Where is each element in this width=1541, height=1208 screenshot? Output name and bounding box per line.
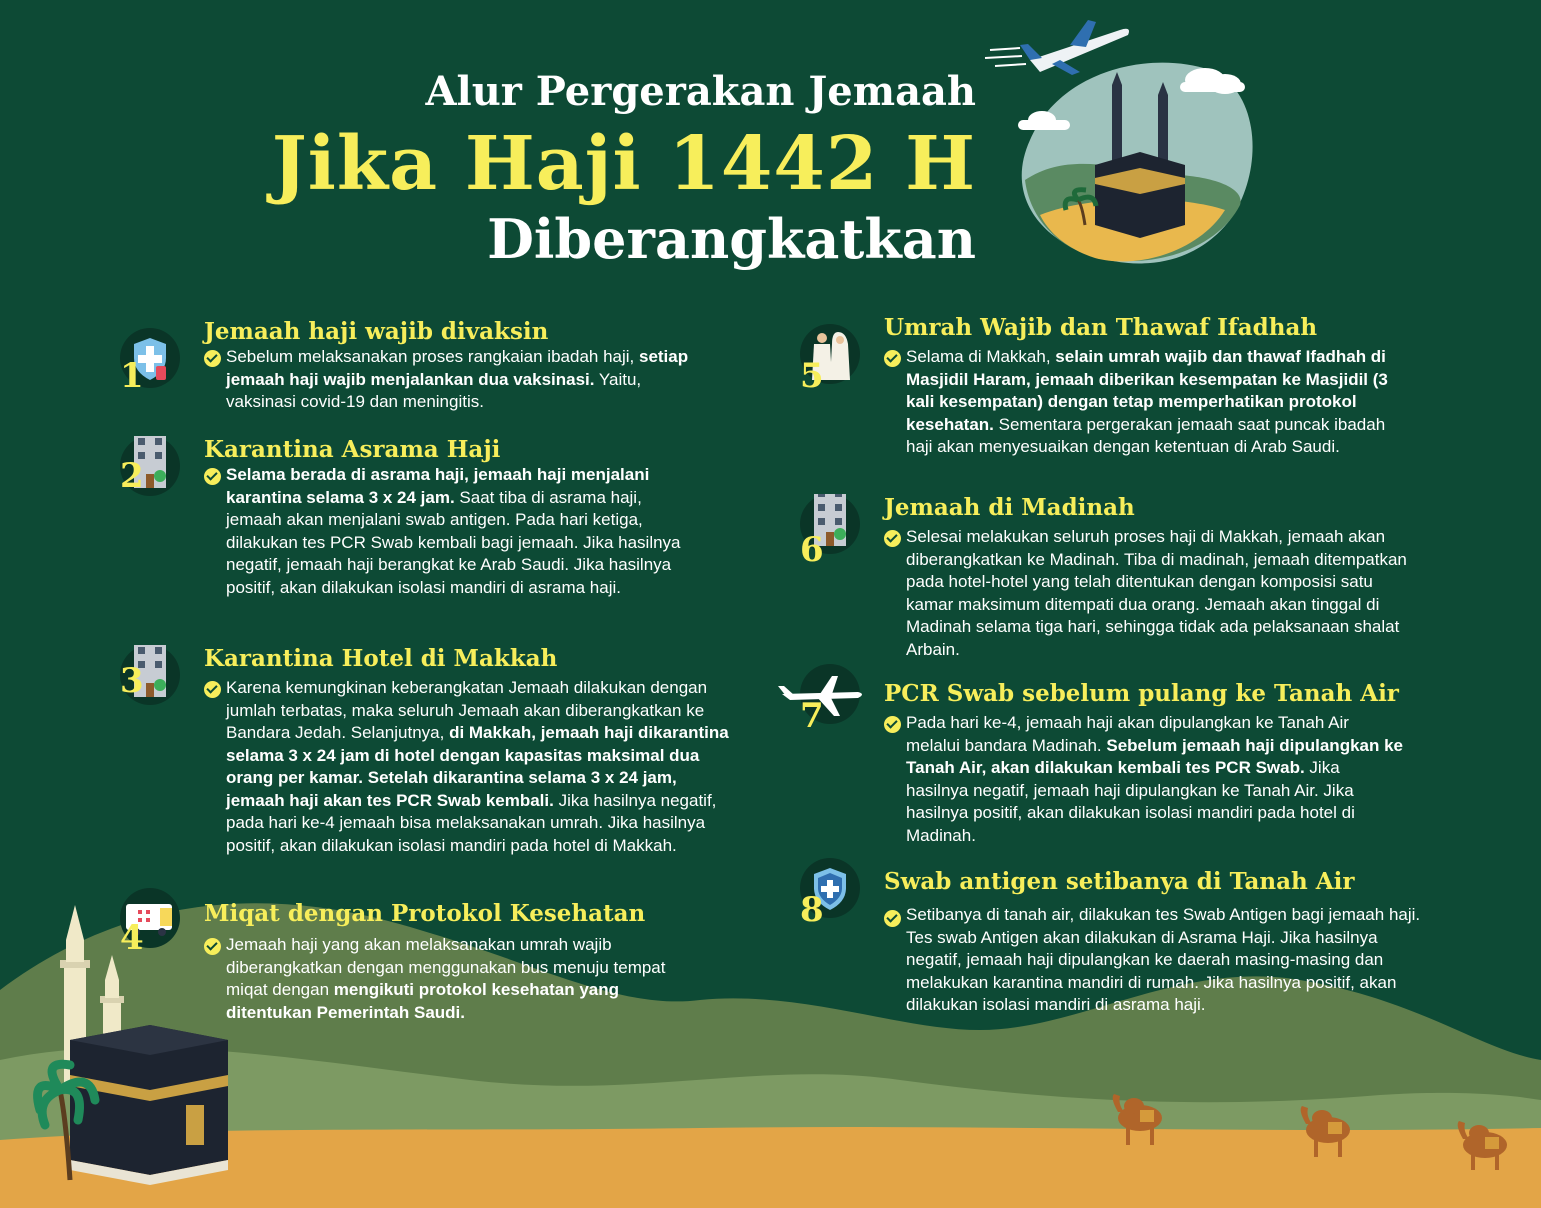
step-7-number: 7 — [800, 696, 824, 736]
check-icon — [884, 530, 901, 547]
header — [272, 62, 976, 272]
step-5-body: Selama di Makkah, selain umrah wajib dan thawaf Ifadhah di Masjidil Haram, jemaah diberikan kesempatan ke Masjidil (3 kali kesempatan) dengan tetap memperhatikan protokol kesehatan. Sementara pergerakan jemaah saat puncak ibadah haji akan menyesuaikan dengan ketentuan di Arab Saudi. — [906, 347, 1388, 456]
step-3-title: Karantina Hotel di Makkah — [204, 645, 558, 672]
step-6-body: Selesai melakukan seluruh proses haji di Makkah, jemaah akan diberangkatkan ke Madinah. Tiba di madinah, jemaah ditempatkan pada hotel-hotel yang telah ditentukan dengan komposisi satu kamar maksimum ditempati dua orang. Jemaah akan tinggal di Madinah selama tiga hari, sehingga tidak ada pelaksanaan shalat Arbain. — [906, 527, 1407, 659]
airplane-top — [985, 20, 1129, 75]
check-icon — [884, 716, 901, 733]
title-line-1: Alur Pergerakan Jemaah — [425, 68, 976, 115]
step-1-body: Sebelum melaksanakan proses rangkaian ibadah haji, setiap jemaah haji wajib menjalankan dua vaksinasi. Yaitu, vaksinasi covid-19 dan meningitis. — [226, 347, 689, 411]
step-2-number: 2 — [120, 456, 144, 496]
sand-ground — [0, 1127, 1541, 1208]
step-5-number: 5 — [800, 356, 824, 396]
check-icon — [204, 938, 221, 955]
check-icon — [884, 350, 901, 367]
step-4-title: Miqat dengan Protokol Kesehatan — [204, 900, 646, 927]
step-7-body: Pada hari ke-4, jemaah haji akan dipulangkan ke Tanah Air melalui bandara Madinah. Sebelum jemaah haji dipulangkan ke Tanah Air, akan dilakukan kembali tes PCR Swab. Jika hasilnya negatif, jemaah haji dipulangkan ke Tanah Air. Jika hasilnya positif, akan dilakukan isolasi mandiri pada hotel di Madinah. — [906, 713, 1404, 845]
check-icon — [884, 910, 901, 927]
title-line-2: Jika Haji 1442 H — [271, 121, 976, 207]
step-4-number: 4 — [120, 918, 144, 958]
step-8-title: Swab antigen setibanya di Tanah Air — [884, 868, 1355, 895]
step-2-title: Karantina Asrama Haji — [204, 436, 501, 463]
step-8-number: 8 — [800, 890, 824, 930]
step-1-number: 1 — [120, 356, 144, 396]
step-1-title: Jemaah haji wajib divaksin — [204, 318, 549, 345]
check-icon — [204, 681, 221, 698]
step-8-body: Setibanya di tanah air, dilakukan tes Swab Antigen bagi jemaah haji. Tes swab Antigen akan dilakukan di Asrama Haji. Jika hasilnya negatif, jemaah haji dipulangkan ke daerah masing-masing dan melakukan karantina mandiri di rumah. Jika hasilnya positif, akan dilakukan isolasi mandiri di asrama haji. — [906, 905, 1421, 1014]
step-7-title: PCR Swab sebelum pulang ke Tanah Air — [884, 680, 1399, 707]
step-2-body: Selama berada di asrama haji, jemaah haji menjalani karantina selama 3 x 24 jam. Saat tiba di asrama haji, jemaah akan menjalani swab antigen. Pada hari ketiga, dilakukan tes PCR Swab kembali bagi jemaah. Jika hasilnya negatif, jemaah haji berangkat ke Arab Saudi. Jika hasilnya positif, akan dilakukan isolasi mandiri di asrama haji. — [226, 465, 681, 597]
step-4-body: Jemaah haji yang akan melaksanakan umrah wajib diberangkatkan dengan menggunakan bus menuju tempat miqat dengan mengikuti protokol kesehatan yang ditentukan Pemerintah Saudi. — [226, 935, 666, 1022]
kaaba-badge — [1018, 63, 1253, 264]
step-5-title: Umrah Wajib dan Thawaf Ifadhah — [884, 314, 1318, 341]
check-icon — [204, 468, 221, 485]
step-6-title: Jemaah di Madinah — [884, 494, 1135, 521]
title-line-3: Diberangkatkan — [487, 207, 976, 271]
step-3-number: 3 — [120, 661, 144, 701]
check-icon — [204, 350, 221, 367]
step-3-body: Karena kemungkinan keberangkatan Jemaah dilakukan dengan jumlah terbatas, maka seluruh Jemaah akan diberangkatkan ke Bandara Jedah. Selanjutnya, di Makkah, jemaah haji dikarantina selama 3 x 24 jam di hotel dengan kapasitas maksimal dua orang per kamar. Setelah dikarantina selama 3 x 24 jam, jemaah haji akan tes PCR Swab kembali. Jika hasilnya negatif, pada hari ke-4 jemaah bisa melaksanakan umrah. Jika hasilnya positif, akan dilakukan isolasi mandiri pada hotel di Makkah. — [226, 678, 729, 855]
step-6-number: 6 — [800, 530, 824, 570]
